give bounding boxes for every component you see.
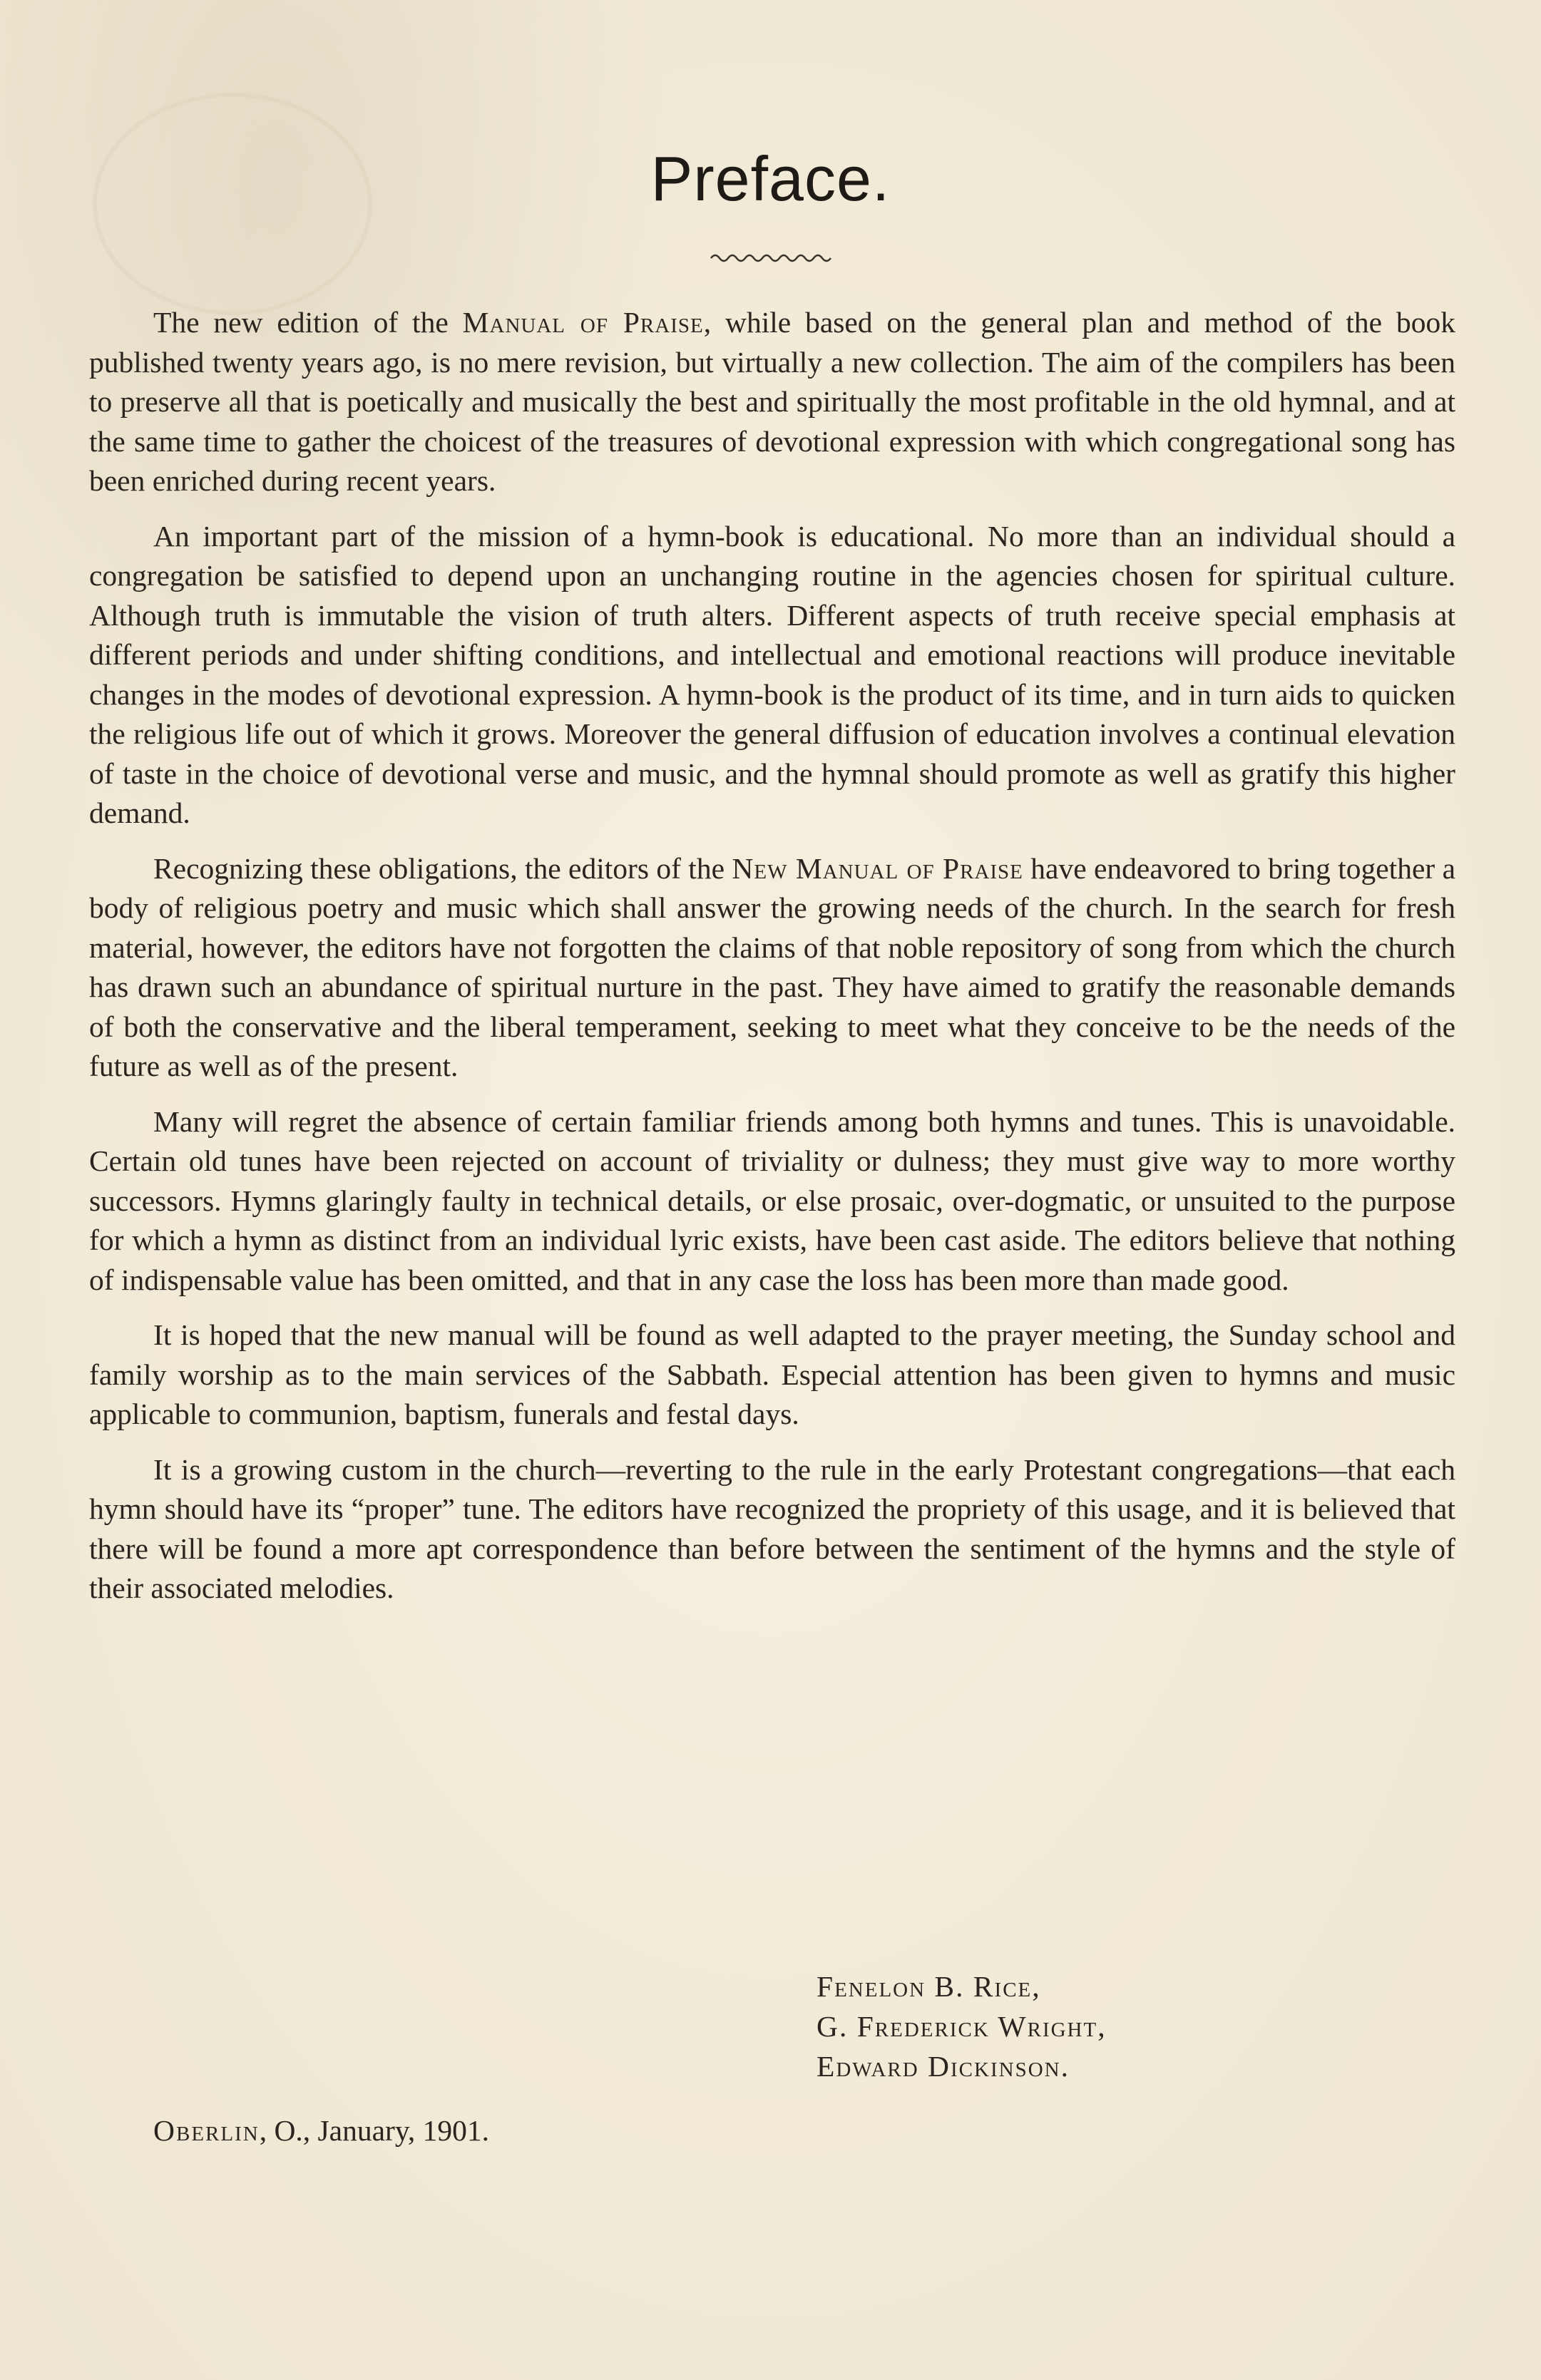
dateline-date: , O., January, 1901.	[259, 2114, 490, 2147]
paragraph-6: It is a growing custom in the church—reverting to the rule in the early Protestant congregations—that each hymn should have its “proper” tune. The editors have recognized the propriety of this usage, and it is believed that there will be found a more apt correspondence than before between the sentiment of the hymns and the style of their associated melodies.	[89, 1452, 1455, 1604]
editor-signatures	[816, 1966, 1107, 2086]
signature-line: Fenelon B. Rice,	[816, 1970, 1041, 2003]
book-title: New Manual of Praise	[732, 851, 1023, 885]
signature-line: G. Frederick Wright,	[816, 2010, 1107, 2043]
wavy-rule-ornament	[710, 248, 838, 265]
preface-body	[89, 303, 1455, 1624]
signature-line: Edward Dickinson.	[816, 2050, 1070, 2083]
paragraph-4: Many will regret the absence of certain familiar friends among both hymns and tunes. This is unavoidable. Certain old tunes have been rejected on account of triviality or dulness; they must give way to more worthy successors. Hymns glaringly faulty in technical details, or else prosaic, over-dogmatic, or unsuited to the purpose for which a hymn as distinct from an individual lyric exists, have been cast aside. The editors believe that nothing of indispensable value has been omitted, and that in any case the loss has been more than made good.	[89, 1104, 1455, 1296]
paragraph-1: The new edition of the Manual of Praise, while based on the general plan and method of the book published twenty years ago, is no mere revision, but virtually a new collection. The aim of the compilers has been to preserve all that is poetically and musically the best and spiritually the most profitable in the old hymnal, and at the same time to gather the choicest of the treasures of devotional expression with which congregational song has been enriched during recent years.	[89, 306, 1455, 497]
paragraph-2: An important part of the mission of a hymn-book is educational. No more than an individual should a congregation be satisfied to depend upon an unchanging routine in the agencies chosen for spiritual culture. Although truth is immutable the vision of truth alters. Different aspects of truth receive special emphasis at different periods and under shifting conditions, and intellectual and emotional reactions will produce inevitable changes in the modes of devotional expression. A hymn-book is the product of its time, and in turn aids to quicken the religious life out of which it grows. Moreover the general diffusion of education involves a continual elevation of taste in the choice of devotional verse and music, and the hymnal should promote as well as gratify this higher demand.	[89, 519, 1455, 829]
page-title: Preface.	[650, 143, 891, 214]
book-title: Manual of Praise	[462, 306, 704, 339]
dateline	[153, 2110, 489, 2150]
paragraph-5: It is hoped that the new manual will be found as well adapted to the prayer meeting, the Sunday school and family worship as to the main services of the Sabbath. Especial attention has been given to hymns and music applicable to communion, baptism, funerals and festal days.	[89, 1318, 1455, 1430]
dateline-place: Oberlin	[153, 2114, 260, 2147]
paragraph-3: Recognizing these obligations, the editors of the New Manual of Praise have endeavored to bring together a body of religious poetry and music which shall answer the growing needs of the church. In the search for fresh material, however, the editors have not forgotten the claims of that noble repository of song from which the church has drawn such an abundance of spiritual nurture in the past. They have aimed to gratify the reasonable demands of both the conservative and the liberal temperament, seeking to meet what they conceive to be the needs of the future as well as of the present.	[89, 851, 1456, 1082]
